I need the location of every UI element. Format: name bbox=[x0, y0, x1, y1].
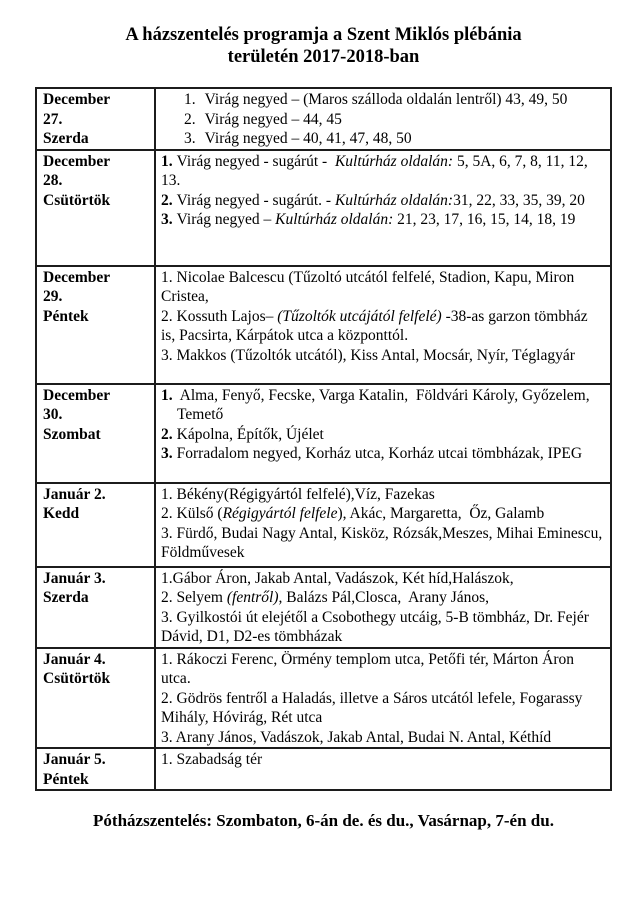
item-text-segment: 2. Selyem bbox=[161, 589, 227, 606]
item-text-segment: 1.Gábor Áron, Jakab Antal, Vadászok, Két híd,Halászok, bbox=[161, 569, 514, 587]
program-item bbox=[161, 504, 604, 524]
program-item bbox=[161, 346, 604, 366]
date-cell bbox=[36, 384, 155, 483]
item-text-segment: 3. Gyilkostói út elejétől a Csobothegy utcáig, 5-B tömbház, Dr. Fejér Dávid, D1, D2-es tömbházak bbox=[161, 608, 593, 645]
program-item bbox=[161, 268, 604, 307]
program-cell bbox=[155, 748, 611, 790]
date-cell bbox=[36, 150, 155, 266]
date-line: 30. bbox=[43, 406, 63, 423]
item-text-segment: Virág negyed - sugárút. - bbox=[176, 191, 335, 209]
program-item bbox=[161, 608, 604, 647]
item-marker: 3. bbox=[184, 130, 196, 147]
date-line: Kedd bbox=[43, 505, 80, 522]
date-line: 27. bbox=[43, 110, 63, 128]
schedule-table bbox=[35, 87, 612, 791]
item-marker: 3. bbox=[161, 445, 173, 462]
item-text-segment: Virág negyed – bbox=[176, 211, 276, 228]
table-row bbox=[36, 88, 611, 150]
item-text-segment: Alma, Fenyő, Fecske, Varga Katalin, Földvári Károly, Győzelem, Temető bbox=[176, 386, 594, 423]
program-cell bbox=[155, 88, 611, 150]
date-line: Január 2. bbox=[43, 485, 106, 503]
program-item bbox=[161, 728, 604, 748]
footer-note: Pótházszentelés: Szombaton, 6-án de. és du., Vasárnap, 7-én du. bbox=[93, 811, 554, 830]
item-text-segment: Virág negyed – 44, 45 bbox=[204, 110, 342, 128]
table-row bbox=[36, 748, 611, 790]
item-text-segment: 1. Nicolae Balcescu (Tűzoltó utcától felfelé, Stadion, Kapu, Miron Cristea, bbox=[161, 268, 579, 305]
program-item bbox=[161, 569, 604, 589]
program-item bbox=[161, 650, 604, 689]
page-title-line-2: területén 2017-2018-ban bbox=[227, 47, 420, 67]
program-item bbox=[161, 210, 604, 230]
item-text-segment: 1. Szabadság tér bbox=[161, 751, 263, 768]
date-line: Szerda bbox=[43, 589, 89, 606]
date-cell bbox=[36, 266, 155, 384]
program-item bbox=[161, 386, 604, 425]
date-cell bbox=[36, 88, 155, 150]
item-text-segment: ), Akác, Margaretta, Őz, Galamb bbox=[337, 505, 545, 522]
page-title-line-1: A házszentelés programja a Szent Miklós plébánia bbox=[125, 25, 522, 45]
item-text-segment: Virág negyed – 40, 41, 47, 48, 50 bbox=[204, 130, 412, 147]
item-marker: 2. bbox=[161, 191, 173, 209]
item-marker: 2. bbox=[184, 110, 196, 128]
table-row bbox=[36, 150, 611, 266]
item-text-segment: 3. Makkos (Tűzoltók utcától), Kiss Antal, Mocsár, Nyír, Téglagyár bbox=[161, 346, 575, 364]
item-text-segment: (fentről), bbox=[226, 589, 283, 606]
program-item bbox=[161, 588, 604, 608]
item-text-segment: Balázs Pál,Closca, Arany János, bbox=[282, 589, 490, 606]
date-line: Január 5. bbox=[43, 751, 106, 768]
date-line: Január 4. bbox=[43, 650, 106, 668]
date-line: Január 3. bbox=[43, 569, 106, 587]
table-row bbox=[36, 266, 611, 384]
date-cell bbox=[36, 748, 155, 790]
program-cell bbox=[155, 483, 611, 567]
item-text-segment: -38-as garzon tömbház is, Pacsirta, Kárpátok utca a központtól. bbox=[161, 307, 592, 344]
date-line: Péntek bbox=[43, 307, 89, 325]
program-item bbox=[161, 524, 607, 563]
date-line: December bbox=[43, 386, 111, 404]
date-cell bbox=[36, 483, 155, 567]
program-cell bbox=[155, 150, 611, 266]
item-text-segment: Forradalom negyed, Korház utca, Korház utcai tömbházak, IPEG bbox=[176, 445, 583, 462]
date-line: 28. bbox=[43, 172, 63, 189]
item-text-segment: 31, 22, 33, 35, 39, 20 bbox=[453, 191, 585, 209]
program-item bbox=[161, 444, 604, 464]
program-cell bbox=[155, 567, 611, 648]
table-row bbox=[36, 483, 611, 567]
item-text-segment: 1. Békény(Régigyártól felfelé),Víz, Fazekas bbox=[161, 485, 435, 503]
date-line: Péntek bbox=[43, 770, 89, 788]
item-text-segment: Kultúrház oldalán: bbox=[334, 191, 454, 209]
program-item bbox=[161, 750, 604, 770]
item-text-segment: Virág negyed – (Maros szálloda oldalán lentről) 43, 49, 50 bbox=[204, 91, 568, 108]
item-text-segment: 2. Kossuth Lajos– bbox=[161, 307, 278, 325]
item-marker: 2. bbox=[161, 425, 173, 443]
item-text-segment: 2. Külső ( bbox=[161, 505, 223, 522]
date-line: December bbox=[43, 91, 111, 108]
table-row bbox=[36, 567, 611, 648]
item-marker: 1. bbox=[184, 91, 196, 108]
date-line: December bbox=[43, 152, 111, 170]
item-text-segment: 3. Arany János, Vadászok, Jakab Antal, Budai N. Antal, Kéthíd bbox=[161, 728, 552, 746]
program-item bbox=[161, 425, 604, 445]
date-line: 29. bbox=[43, 288, 63, 305]
date-line: Szerda bbox=[43, 130, 89, 147]
item-marker: 3. bbox=[161, 211, 173, 228]
date-line: Csütörtök bbox=[43, 670, 111, 687]
program-cell bbox=[155, 384, 611, 483]
item-text-segment: (Tűzoltók utcájától felfelé) bbox=[277, 307, 442, 325]
date-line: Szombat bbox=[43, 425, 101, 443]
program-item bbox=[161, 485, 604, 505]
date-line: Csütörtök bbox=[43, 191, 111, 209]
item-text-segment: 3. Fürdő, Budai Nagy Antal, Kisköz, Rózsák,Meszes, Mihai Eminescu, Földművesek bbox=[161, 524, 607, 561]
table-row bbox=[36, 384, 611, 483]
date-line: December bbox=[43, 268, 111, 286]
table-row bbox=[36, 648, 611, 749]
item-text-segment: 5, 5A, 6, 7, 8, 11, 12, 13. bbox=[161, 152, 592, 189]
item-marker: 1. bbox=[161, 386, 173, 404]
item-text-segment: Virág negyed - sugárút - bbox=[176, 152, 335, 170]
item-text-segment: Kápolna, Építők, Újélet bbox=[176, 425, 324, 443]
program-item bbox=[161, 689, 604, 728]
item-text-segment: Kultúrház oldalán: bbox=[334, 152, 454, 170]
program-item bbox=[161, 307, 604, 346]
date-cell bbox=[36, 567, 155, 648]
program-item bbox=[161, 191, 604, 211]
program-item bbox=[161, 90, 604, 110]
item-marker: 1. bbox=[161, 152, 173, 170]
program-item bbox=[161, 152, 604, 191]
page-title bbox=[35, 24, 612, 68]
date-cell bbox=[36, 648, 155, 749]
item-text-segment: Kultúrház oldalán: bbox=[275, 211, 394, 228]
program-cell bbox=[155, 266, 611, 384]
program-item bbox=[161, 129, 604, 149]
document-page bbox=[0, 24, 636, 924]
program-cell bbox=[155, 648, 611, 749]
item-text-segment: 21, 23, 17, 16, 15, 14, 18, 19 bbox=[393, 211, 576, 228]
item-text-segment: 1. Rákoczi Ferenc, Örmény templom utca, Petőfi tér, Márton Áron utca. bbox=[161, 650, 578, 687]
item-text-segment: Régigyártól felfele bbox=[222, 505, 338, 522]
program-item bbox=[161, 110, 604, 130]
item-text-segment: 2. Gödrös fentről a Haladás, illetve a Sáros utcától lefele, Fogarassy Mihály, Hóvirág, Rét utca bbox=[161, 689, 587, 726]
